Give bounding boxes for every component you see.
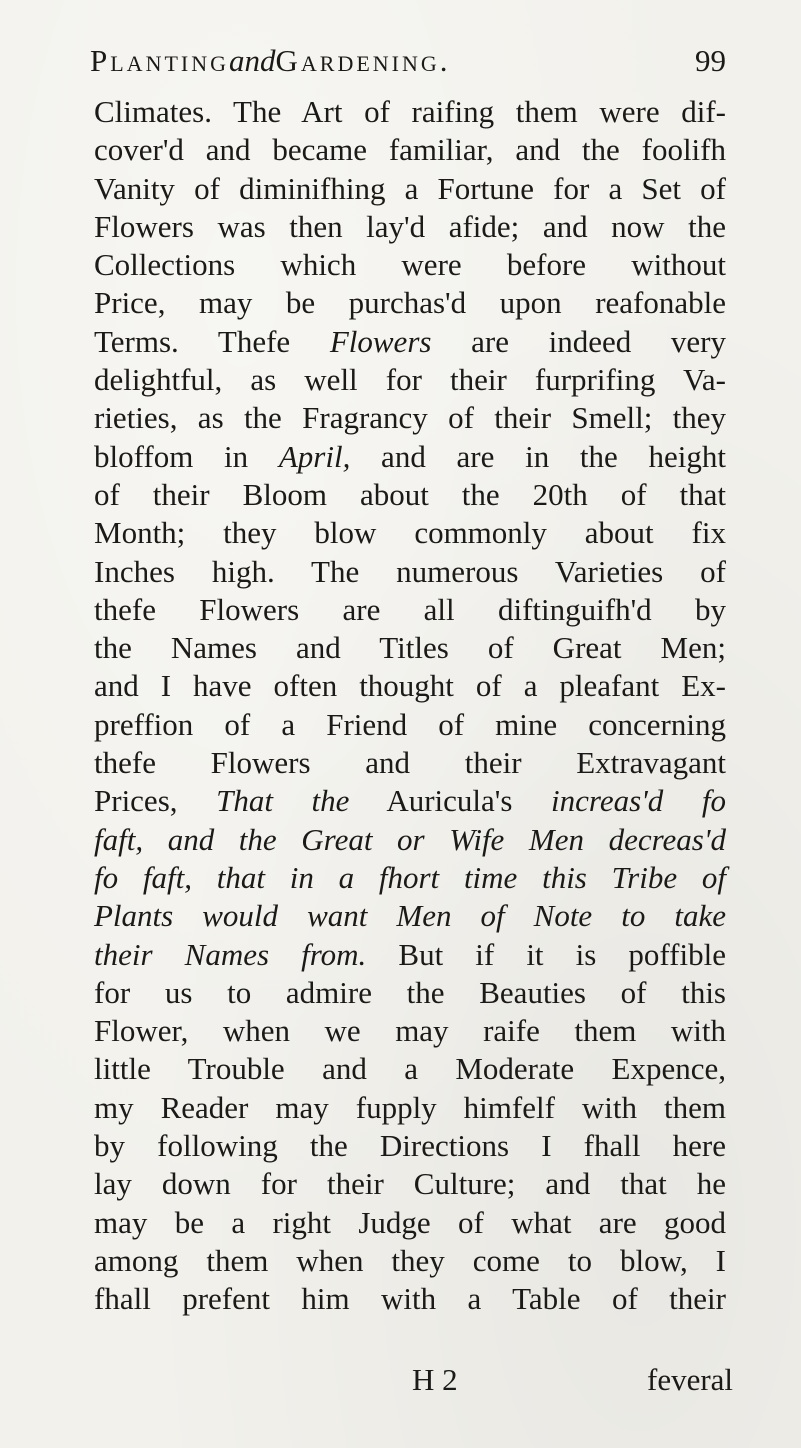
italic-text: That the xyxy=(216,783,350,819)
text-run: and are in the height xyxy=(350,438,726,474)
text-run: are indeed very xyxy=(431,323,726,359)
text-run: for us to admire the Beauties of this xyxy=(94,974,726,1010)
running-head-title-1: Planting xyxy=(90,43,229,78)
text-run: of their Bloom about the 20th of that xyxy=(94,476,726,512)
text-line xyxy=(94,821,726,859)
text-line xyxy=(94,284,726,322)
text-line xyxy=(94,514,726,552)
text-run: thefe Flowers and their Extravagant xyxy=(94,745,726,781)
italic-text: Plants would want Men of Note to take xyxy=(94,898,726,934)
text-line xyxy=(94,1204,726,1242)
page-footer xyxy=(0,1362,801,1402)
running-head xyxy=(90,43,726,87)
text-run: by following the Directions I fhall here xyxy=(94,1128,726,1164)
signature-mark: H 2 xyxy=(412,1362,458,1397)
text-line xyxy=(94,744,726,782)
text-line xyxy=(94,1089,726,1127)
text-run: the Names and Titles of Great Men; xyxy=(94,630,726,666)
text-run: Flower, when we may raife them with xyxy=(94,1013,726,1049)
running-head-title-2: Gardening. xyxy=(275,43,451,78)
text-line xyxy=(94,553,726,591)
text-run: Price, may be purchas'd upon reafonable xyxy=(94,285,726,321)
page-number: 99 xyxy=(695,43,726,78)
text-line xyxy=(94,782,726,820)
text-line xyxy=(94,208,726,246)
text-run: Prices, xyxy=(94,783,217,819)
text-line xyxy=(94,667,726,705)
text-run: bloffom in xyxy=(94,438,279,474)
text-line xyxy=(94,93,726,131)
body-text xyxy=(94,93,726,1319)
text-line xyxy=(94,246,726,284)
text-run: among them when they come to blow, I xyxy=(94,1242,726,1278)
text-run: Vanity of diminifhing a Fortune for a Set of xyxy=(94,170,726,206)
text-run: Flowers was then lay'd afide; and now the xyxy=(94,208,726,244)
italic-text: faft, and the Great or Wife Men decreas'd xyxy=(94,821,726,857)
text-run: Terms. Thefe xyxy=(94,323,330,359)
text-run: may be a right Judge of what are good xyxy=(94,1204,726,1240)
italic-text: April, xyxy=(278,438,351,474)
text-line xyxy=(94,1127,726,1165)
text-line xyxy=(94,323,726,361)
italic-text: Flowers xyxy=(329,323,432,359)
text-line xyxy=(94,1165,726,1203)
italic-text: increas'd fo xyxy=(551,783,726,819)
text-run: and I have often thought of a pleafant Ex- xyxy=(94,668,726,704)
text-line xyxy=(94,936,726,974)
text-line xyxy=(94,361,726,399)
text-run: Auricula's xyxy=(349,783,552,819)
text-line xyxy=(94,897,726,935)
text-line xyxy=(94,399,726,437)
text-line xyxy=(94,859,726,897)
text-line xyxy=(94,438,726,476)
text-run: Climates. The Art of raifing them were dif- xyxy=(94,94,726,129)
text-run: Inches high. The numerous Varieties of xyxy=(94,553,726,589)
text-run: But if it is poffible xyxy=(366,936,726,972)
text-line xyxy=(94,1242,726,1280)
text-run: fhall prefent him with a Table of their xyxy=(94,1281,726,1317)
text-run: Collections which were before without xyxy=(94,247,726,283)
italic-text: fo faft, that in a fhort time this Tribe of xyxy=(94,859,726,895)
text-line xyxy=(94,1012,726,1050)
text-run: thefe Flowers are all diftinguifh'd by xyxy=(94,591,726,627)
text-run: rieties, as the Fragrancy of their Smell; they xyxy=(94,400,726,436)
text-line xyxy=(94,170,726,208)
text-line xyxy=(94,974,726,1012)
text-run: cover'd and became familiar, and the foolifh xyxy=(94,132,726,168)
text-line xyxy=(94,1050,726,1088)
text-run: delightful, as well for their furprifing Va- xyxy=(94,362,726,398)
text-run: Month; they blow commonly about fix xyxy=(94,515,726,551)
catchword: feveral xyxy=(647,1362,734,1397)
text-run: my Reader may fupply himfelf with them xyxy=(94,1089,726,1125)
text-run: lay down for their Culture; and that he xyxy=(94,1166,726,1202)
text-run: little Trouble and a Moderate Expence, xyxy=(94,1051,726,1087)
text-line xyxy=(94,131,726,169)
text-run: preffion of a Friend of mine concerning xyxy=(94,706,726,742)
text-line xyxy=(94,1280,726,1318)
text-line xyxy=(94,476,726,514)
running-head-conjunction: and xyxy=(229,43,276,78)
italic-text: their Names from. xyxy=(94,936,367,972)
text-line xyxy=(94,629,726,667)
text-line xyxy=(94,591,726,629)
text-line xyxy=(94,706,726,744)
